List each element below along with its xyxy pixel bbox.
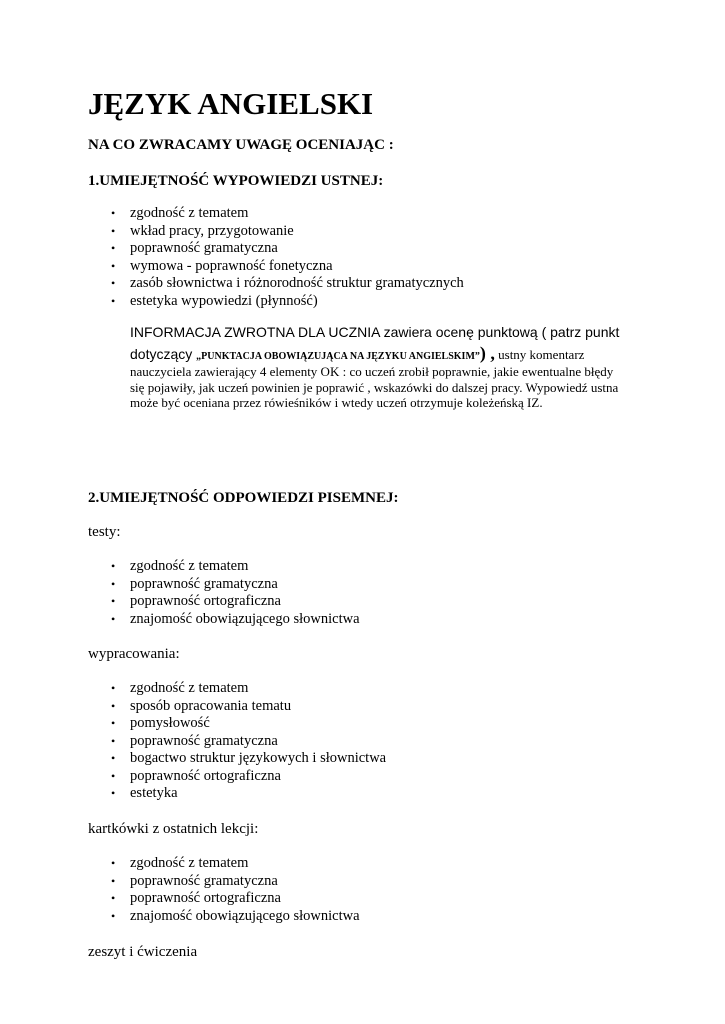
- bullet-icon: •: [111, 258, 116, 273]
- bullet-icon: •: [111, 733, 116, 748]
- list-item: • poprawność gramatyczna: [111, 732, 278, 749]
- feedback-reference: „PUNKTACJA OBOWIĄZUJĄCA NA JĘZYKU ANGIELSKIM”: [196, 351, 480, 362]
- section1-list: [0, 205, 464, 310]
- list-item: • zasób słownictwa i różnorodność struktur gramatycznych: [111, 275, 464, 291]
- bullet-icon: •: [111, 786, 116, 800]
- list-item: • poprawność gramatyczna: [111, 240, 278, 256]
- bullet-icon: •: [111, 223, 116, 238]
- bullet-icon: •: [111, 576, 116, 591]
- section2-heading: 2.UMIEJĘTNOŚĆ ODPOWIEDZI PISEMNEJ:: [88, 490, 399, 506]
- feedback-line: INFORMACJA ZWROTNA DLA UCZNIA zawiera ocenę punktową ( patrz punkt: [130, 324, 620, 340]
- list-item: • zgodność z tematem: [111, 680, 249, 696]
- bullet-icon: •: [111, 768, 116, 783]
- essays-label: wypracowania:: [88, 646, 180, 662]
- list-item: • poprawność gramatyczna: [111, 575, 278, 592]
- feedback-line: może być oceniana przez rówieśników i wtedy uczeń otrzymuje koleżeńską IZ.: [130, 395, 543, 410]
- list-item: • zgodność z tematem: [111, 855, 249, 871]
- feedback-line: nauczyciela zawierający 4 elementy OK : co uczeń zrobił poprawnie, jakie ewentualne błędy: [130, 364, 614, 379]
- list-item: • wkład pracy, przygotowanie: [111, 222, 294, 239]
- list-item: • estetyka: [111, 785, 178, 801]
- list-item: • estetyka wypowiedzi (płynność): [111, 292, 318, 309]
- list-item: • zgodność z tematem: [111, 558, 249, 574]
- bullet-icon: •: [111, 856, 116, 870]
- document-title: JĘZYK ANGIELSKI: [88, 86, 374, 121]
- bullet-icon: •: [111, 751, 116, 765]
- bullet-icon: •: [111, 681, 116, 695]
- list-item: • sposób opracowania tematu: [111, 697, 292, 714]
- quizzes-list: [0, 855, 360, 925]
- bullet-icon: •: [111, 293, 116, 308]
- list-item: • znajomość obowiązującego słownictwa: [111, 907, 360, 924]
- feedback-paragraph: [130, 322, 650, 411]
- feedback-line: dotyczący „PUNKTACJA OBOWIĄZUJĄCA NA JĘZYKU ANGIELSKIM”) , ustny komentarz: [130, 343, 585, 363]
- list-item: • poprawność ortograficzna: [111, 890, 281, 906]
- tests-list: [0, 558, 360, 628]
- document-subtitle: NA CO ZWRACAMY UWAGĘ OCENIAJĄC :: [88, 137, 394, 153]
- list-item: • pomysłowość: [111, 715, 210, 731]
- list-item: • poprawność ortograficzna: [111, 593, 281, 609]
- bullet-icon: •: [111, 611, 116, 626]
- tests-label: testy:: [88, 524, 121, 540]
- bullet-icon: •: [111, 908, 116, 923]
- list-item: • poprawność gramatyczna: [111, 872, 278, 889]
- bullet-icon: •: [111, 891, 116, 905]
- list-item: • znajomość obowiązującego słownictwa: [111, 610, 360, 627]
- list-item: • poprawność ortograficzna: [111, 767, 281, 784]
- notebook-label: zeszyt i ćwiczenia: [88, 944, 198, 960]
- list-item: • wymowa - poprawność fonetyczna: [111, 257, 333, 274]
- bullet-icon: •: [111, 594, 116, 608]
- feedback-line: się pojawiły, jak uczeń powinien je poprawić , wskazówki do dalszej pracy. Wypowiedź ustna: [130, 379, 619, 395]
- bullet-icon: •: [111, 873, 116, 888]
- list-item: • zgodność z tematem: [111, 205, 249, 221]
- bullet-icon: •: [111, 206, 116, 220]
- essays-list: [0, 680, 386, 803]
- bullet-icon: •: [111, 276, 116, 290]
- quizzes-label: kartkówki z ostatnich lekcji:: [88, 821, 259, 837]
- bullet-icon: •: [111, 698, 116, 713]
- bullet-icon: •: [111, 559, 116, 573]
- section1-heading: 1.UMIEJĘTNOŚĆ WYPOWIEDZI USTNEJ:: [88, 173, 384, 189]
- bullet-icon: •: [111, 241, 116, 255]
- bullet-icon: •: [111, 716, 116, 730]
- list-item: • bogactwo struktur językowych i słownictwa: [111, 750, 387, 766]
